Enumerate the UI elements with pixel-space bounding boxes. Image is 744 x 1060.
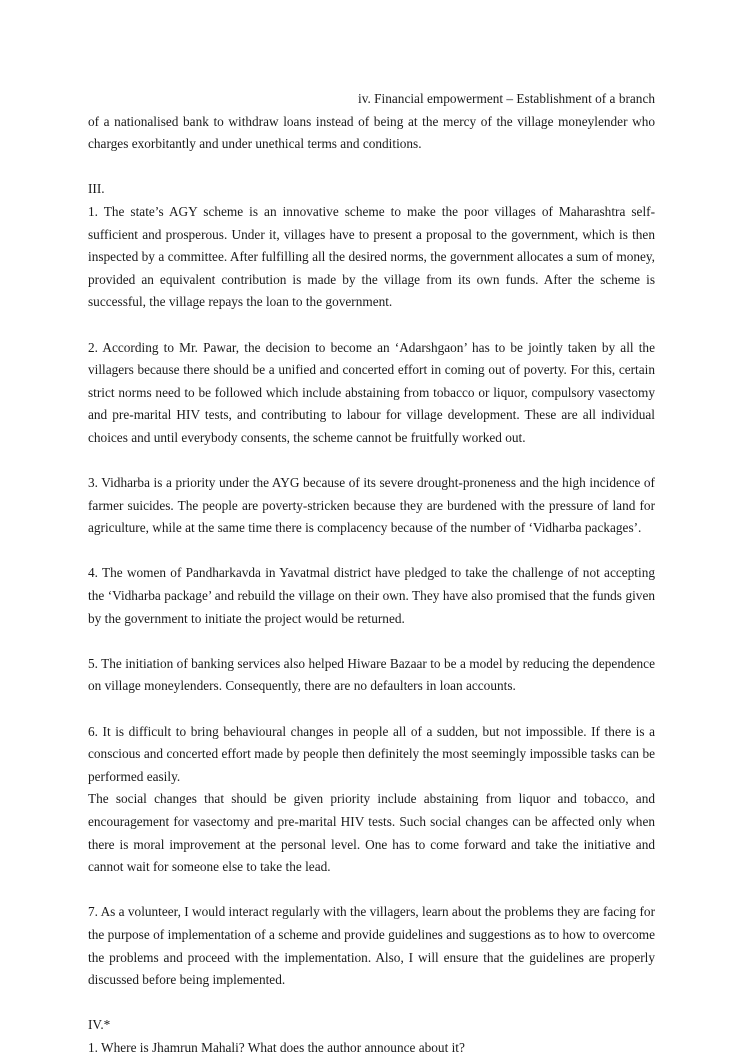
document-page — [88, 88, 655, 1060]
answer-paragraph-2: 2. According to Mr. Pawar, the decision to become an ‘Adarshgaon’ has to be jointly taken by all the villagers because there should be a unified and concerted effort in coming out of poverty. For this, certain strict norms need to be followed which include abstaining from tobacco or liquor, compulsory vasectomy and pre-marital HIV tests, and contributing to labour for village development. These are all individual choices and until everybody consents, the scheme cannot be fruitfully worked out. — [88, 339, 655, 445]
question-paragraph-1: 1. Where is Jhamrun Mahali? What does the author announce about it? — [88, 1039, 465, 1055]
intro-paragraph: iv. Financial empowerment – Establishment of a branch of a nationalised bank to withdraw loans instead of being at the mercy of the village moneylender who charges exorbitantly and under unethical terms and conditions. — [88, 91, 655, 152]
answer-paragraph-4: 4. The women of Pandharkavda in Yavatmal district have pledged to take the challenge of not accepting the ‘Vidharba package’ and rebuild the village on their own. They have also promised that the funds given by the government to initiate the project would be returned. — [88, 565, 655, 626]
answer-paragraph-6: 6. It is difficult to bring behavioural changes in people all of a sudden, but not impossible. If there is a conscious and concerted effort made by people then definitely the most seemingly impossible tasks can be performed easily. — [88, 723, 655, 784]
answer-paragraph-7: 7. As a volunteer, I would interact regularly with the villagers, learn about the problems they are facing for the purpose of implementation of a scheme and provide guidelines and suggestions as to how to overcome the problems and proceed with the implementation. Also, I will ensure that the guidelines are properly discussed before being implemented. — [88, 904, 655, 988]
answer-paragraph-1: 1. The state’s AGY scheme is an innovative scheme to make the poor villages of Maharashtra self-sufficient and prosperous. Under it, villages have to present a proposal to the government, which is then inspected by a committee. After fulfilling all the desired norms, the government allocates a sum of money, provided an equivalent contribution is made by the village from its own funds. After the scheme is successful, the village repays the loan to the government. — [88, 203, 655, 310]
section-heading-iii: III. — [88, 181, 105, 197]
answer-paragraph-6-continued: The social changes that should be given priority include abstaining from liquor and tobacco, and encouragement for vasectomy and pre-marital HIV tests. Such social changes can be affected only when there is moral improvement at the personal level. One has to come forward and take the initiative and cannot wait for someone else to take the lead. — [88, 791, 655, 875]
answer-paragraph-5: 5. The initiation of banking services also helped Hiware Bazaar to be a model by reducing the dependence on village moneylenders. Consequently, there are no defaulters in loan accounts. — [88, 655, 655, 694]
answer-paragraph-3: 3. Vidharba is a priority under the AYG because of its severe drought-proneness and the high incidence of farmer suicides. The people are poverty-stricken because they are burdened with the pressure of land for agriculture, while at the same time there is complacency because of the number of ‘Vidharba packages’. — [88, 475, 655, 536]
section-heading-iv: IV.* — [88, 1017, 111, 1033]
